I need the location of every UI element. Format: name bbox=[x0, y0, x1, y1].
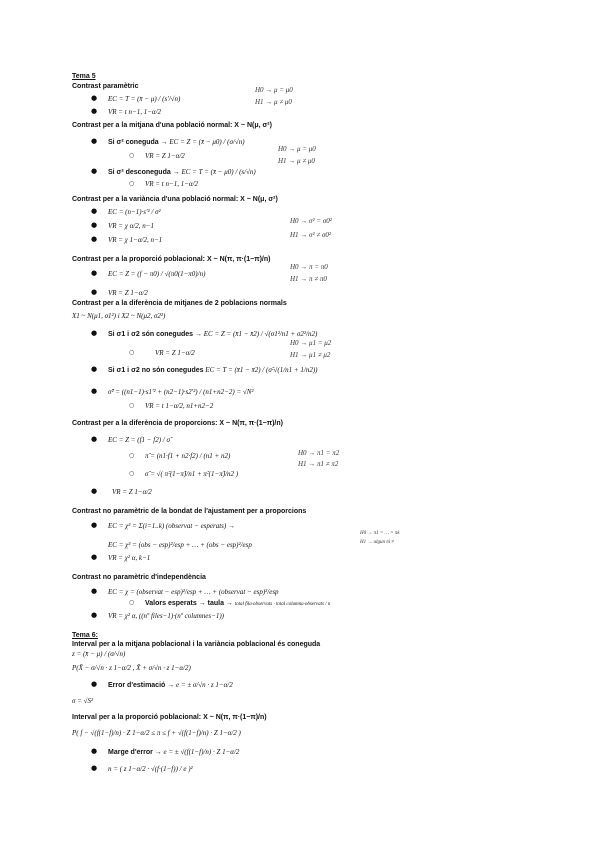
circle-bullet: ○ bbox=[129, 470, 135, 477]
formula: σ = √S² bbox=[72, 697, 94, 705]
bullet: ● bbox=[91, 764, 98, 772]
formula: VR = Z 1−α/2 bbox=[108, 289, 148, 297]
circle-bullet: ○ bbox=[129, 452, 135, 459]
formula: z = (x̄ − μ) / (σ/√n) bbox=[72, 650, 126, 658]
hypothesis: H1 → σ² ≠ σ0² bbox=[290, 231, 331, 239]
formula: Error d'estimació → e = ± σ/√n · z 1−α/2 bbox=[108, 681, 233, 689]
circle-bullet: ○ bbox=[129, 402, 135, 409]
heading-proporcio: Contrast per a la proporció poblacional: X ~ N(π, π·(1−π)/n) bbox=[72, 256, 271, 263]
section-title-tema5: Tema 5 bbox=[72, 73, 96, 80]
bullet: ● bbox=[91, 521, 98, 529]
formula: VR = Z 1−α/2 bbox=[145, 152, 185, 160]
bullet: ● bbox=[91, 611, 98, 619]
hypothesis: H0 → σ² = σ0² bbox=[290, 217, 332, 225]
hypothesis: H0 → μ = μ0 bbox=[255, 86, 293, 94]
circle-bullet: ○ bbox=[129, 152, 135, 159]
hypothesis: H1 → π ≠ π0 bbox=[290, 275, 327, 283]
heading-variancia: Contrast per a la variància d'una població normal: X ~ N(μ, σ²) bbox=[72, 196, 278, 203]
formula: EC = χ² = (obs − esp)²/esp + … + (obs − esp)²/esp bbox=[108, 541, 252, 549]
hypothesis: H1 → μ1 ≠ μ2 bbox=[290, 351, 331, 359]
heading-interval-mitjana: Interval per a la mitjana poblacional i la variància poblacional és coneguda bbox=[72, 641, 321, 648]
circle-bullet: ○ bbox=[129, 599, 135, 606]
formula: VR = χ² α, ((nº files−1)·(nº columnes−1)) bbox=[108, 612, 225, 620]
heading-dif-proporcions: Contrast per a la diferència de proporcions: X ~ N(π, π·(1−π)/n) bbox=[72, 420, 283, 427]
formula: n = ( z 1−α/2 · √(f·(1−f)) / e )² bbox=[108, 765, 193, 773]
bullet: ● bbox=[91, 329, 98, 337]
bullet: ● bbox=[91, 747, 98, 755]
section-title-tema6: Tema 6: bbox=[72, 632, 98, 639]
formula: VR = χ α/2, n−1 bbox=[108, 222, 154, 230]
formula: Valors esperats → taula → total fila·observats · total columna·observats / n bbox=[145, 600, 331, 607]
bullet: ● bbox=[91, 487, 98, 495]
bullet: ● bbox=[91, 680, 98, 688]
formula: P(X̄ − σ/√n · z 1−α/2 , X̄ + σ/√n · z 1−α/2) bbox=[72, 664, 191, 672]
circle-bullet: ○ bbox=[129, 180, 135, 187]
bullet: ● bbox=[91, 435, 98, 443]
bullet: ● bbox=[91, 587, 98, 595]
hypothesis: H0 → π = π0 bbox=[290, 263, 328, 271]
formula: VR = t n−1, 1−α/2 bbox=[145, 180, 199, 188]
formula: EC = (n−1)·s′² / σ² bbox=[108, 208, 161, 216]
formula: VR = t n−1, 1−α/2 bbox=[108, 108, 162, 116]
heading-independencia: Contrast no paramètric d'independència bbox=[72, 574, 206, 581]
bullet: ● bbox=[91, 269, 98, 277]
formula: σ̂² = ((n1−1)·s1′² + (n2−1)·s2′²) / (n1+n2−2) = √N² bbox=[108, 388, 254, 396]
formula: VR = χ 1−α/2, n−1 bbox=[108, 236, 163, 244]
hypothesis: H1 → algun πi ≠ bbox=[360, 540, 395, 545]
formula: Si σ² coneguda → EC = Z = (x̄ − μ0) / (σ/√n) bbox=[108, 138, 245, 146]
formula: σ̂ = √( π̂·(1−π̂)/n1 + π̂·(1−π̂)/n2 ) bbox=[145, 470, 239, 478]
formula: VR = Z 1−α/2 bbox=[112, 488, 152, 496]
formula: EC = T = (x̄ − μ) / (s′/√n) bbox=[108, 95, 181, 103]
formula: EC = χ² = Σ(i=1..k) (observat − esperats) → bbox=[108, 522, 235, 530]
formula: EC = χ = (observat − esp)²/esp + … + (observat − esp)²/esp bbox=[108, 588, 279, 596]
hypothesis: H1 → π1 ≠ π2 bbox=[298, 460, 339, 468]
bullet: ● bbox=[91, 365, 98, 373]
bullet: ● bbox=[91, 221, 98, 229]
bullet: ● bbox=[91, 288, 98, 296]
bullet: ● bbox=[91, 94, 98, 102]
formula: P( f − √(f(1−f)/n) · Z 1−α/2 ≤ π ≤ f + √(f(1−f)/n) · Z 1−α/2 ) bbox=[72, 729, 241, 737]
heading-interval-proporcio: Interval per a la proporció poblacional: X ~ N(π, π·(1−π)/n) bbox=[72, 714, 267, 721]
hypothesis: H1 → μ ≠ μ0 bbox=[278, 157, 315, 165]
formula: VR = χ² α, k−1 bbox=[108, 554, 151, 562]
heading-mitjana: Contrast per a la mitjana d'una població normal: X ~ N(μ, σ²) bbox=[72, 122, 272, 129]
bullet: ● bbox=[91, 107, 98, 115]
formula: VR = t 1−α/2, n1+n2−2 bbox=[145, 402, 214, 410]
formula: Si σ1 i σ2 són conegudes → EC = Z = (x̄1 − x̄2) / √(σ1²/n1 + σ2²/n2) bbox=[108, 330, 318, 338]
hypothesis: H0 → μ = μ0 bbox=[278, 145, 316, 153]
formula: π̂ = (n1·f1 + n2·f2) / (n1 + n2) bbox=[145, 452, 231, 460]
formula: Si σ1 i σ2 no són conegudes EC = T = (x̄1 − x̄2) / (σ̂·√(1/n1 + 1/n2)) bbox=[108, 366, 318, 374]
formula: VR = Z 1−α/2 bbox=[155, 349, 195, 357]
hypothesis: H0 → π1 = π2 bbox=[298, 449, 340, 457]
bullet: ● bbox=[91, 235, 98, 243]
formula: X1 ~ N(μ1, σ1²) i X2 ~ N(μ2, σ2²) bbox=[72, 312, 166, 320]
bullet: ● bbox=[91, 167, 98, 175]
hypothesis: H0 → π1 = … = πk bbox=[360, 531, 400, 536]
formula: EC = Z = (f1 − f2) / σ̂ bbox=[108, 436, 170, 444]
formula: Marge d'error → e = ± √(f(1−f)/n) · Z 1−α/2 bbox=[108, 748, 240, 756]
hypothesis: H1 → μ ≠ μ0 bbox=[255, 98, 292, 106]
heading-parametric: Contrast paramètric bbox=[72, 83, 139, 90]
bullet: ● bbox=[91, 137, 98, 145]
formula: Si σ² desconeguda → EC = T = (x̄ − μ0) / (s/√n) bbox=[108, 168, 256, 176]
circle-bullet: ○ bbox=[129, 349, 135, 356]
heading-bondat: Contrast no paramètric de la bondat de l'ajustament per a proporcions bbox=[72, 508, 307, 515]
formula: EC = Z = (f − π0) / √(π0(1−π0)/n) bbox=[108, 270, 206, 278]
hypothesis: H0 → μ1 = μ2 bbox=[290, 339, 332, 347]
bullet: ● bbox=[91, 207, 98, 215]
bullet: ● bbox=[91, 387, 98, 395]
bullet: ● bbox=[91, 553, 98, 561]
heading-dif-mitjanes: Contrast per a la diferència de mitjanes de 2 poblacions normals bbox=[72, 300, 287, 307]
